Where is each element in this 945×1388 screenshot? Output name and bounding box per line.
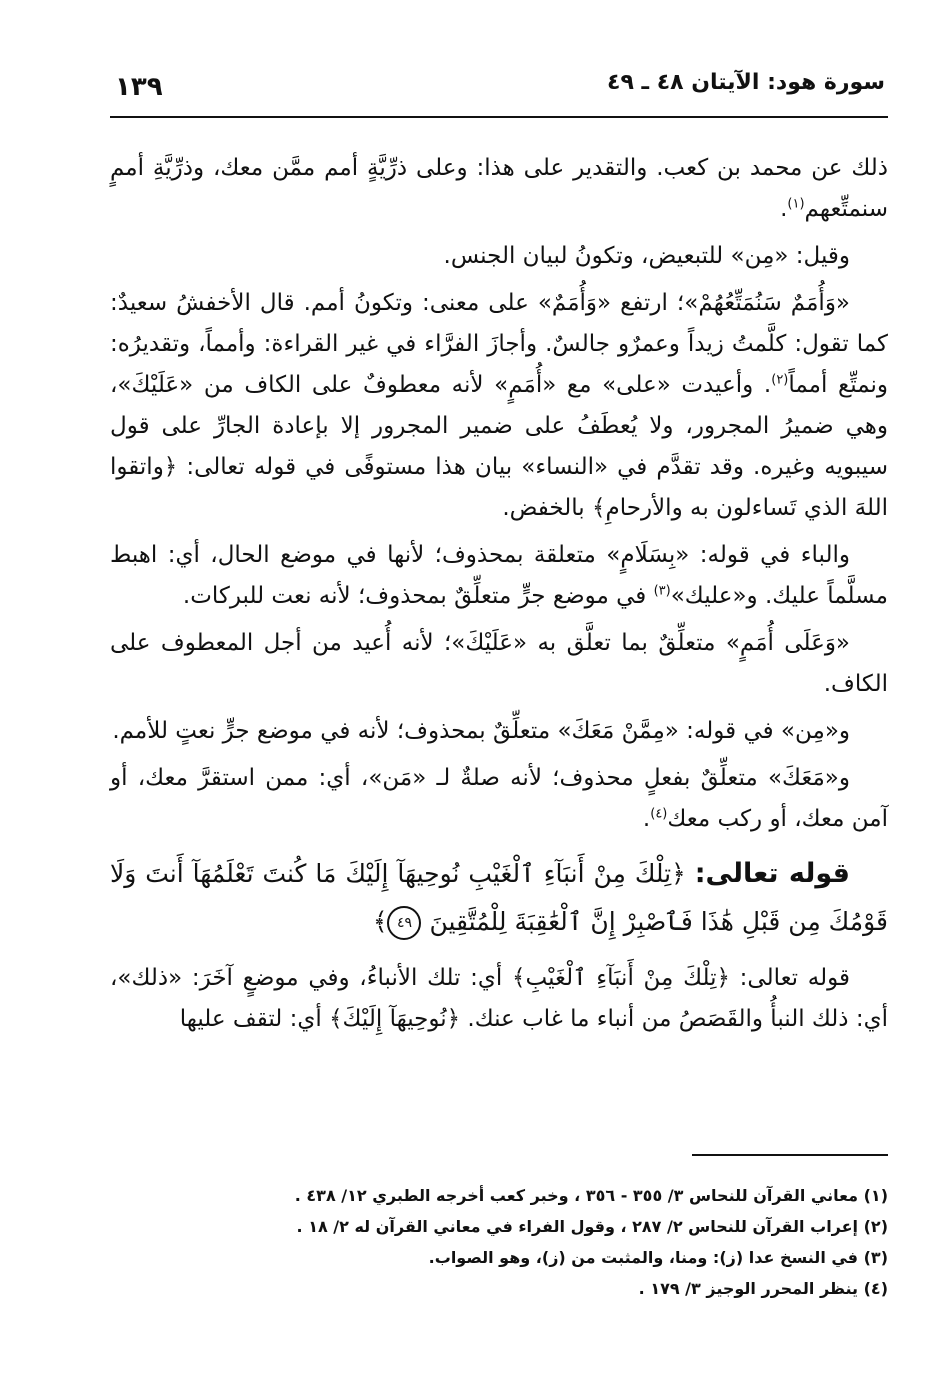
footnotes [110,1180,888,1304]
paragraph-text: . وأعيدت «على» مع «أُمَمٍ» لأنه معطوفٌ على الكاف من «عَلَيْكَ»، وهي ضميرُ المجرور، ولا يُعطَفُ على ضمير المجرور إلا بإعادة الجارِّ على قول سيبويه وغيره. وقد تقدَّم في «النساء» بيان هذا مستوفًى في قوله تعالى: ﴿واتقوا اللهَ الذي تَساءلون به والأرحامِ﴾ بالخفض. [110,372,888,521]
paragraph [110,283,888,529]
footnote: (١) معاني القرآن للنحاس ٣/ ٣٥٥ - ٣٥٦ ، وخبر كعب أخرجه الطبري ١٢/ ٤٣٨ . [294,1186,888,1205]
verse-heading: قوله تعالى: [694,858,850,889]
paragraph: و«مَعَكَ» متعلِّقٌ بفعلٍ محذوف؛ لأنه صلةٌ لـ «مَن»، أي: ممن استقرَّ معك، أو آمن معك، أو ركب معك$^{(٤)}$. [110,765,888,832]
footnote: (٢) إعراب القرآن للنحاس ٢/ ٢٨٧ ، وقول الفراء في معاني القرآن له ٢/ ١٨ . [296,1217,888,1236]
footnote-ref: (١) [787,196,805,212]
paragraph: وقيل: «مِن» للتبعيض، وتكونُ لبيان الجنس. [443,243,850,269]
main-text [110,148,888,1046]
paragraph-text: في موضع جرٍّ متعلِّقٌ بمحذوف؛ لأنه نعت للبركات. [182,583,654,609]
paragraph: «وَعَلَى أُمَمٍ» متعلِّقٌ بما تعلَّق به «عَلَيْكَ»؛ لأنه أُعيد من أجل المعطوف على الكاف. [110,630,888,697]
ayah-number-marker: ٤٩ [387,906,421,940]
footnote-divider [692,1154,888,1156]
header-divider [110,116,888,118]
paragraph [110,535,888,617]
page-number: ١٣٩ [115,72,163,102]
footnote: (٣) في النسخ عدا (ز): ومنا، والمثبت من (ز)، وهو الصواب. [428,1248,888,1267]
footnote-ref: (٤) [650,806,668,822]
footnote: (٤) ينظر المحرر الوجيز ٣/ ١٧٩ . [638,1279,888,1298]
quran-verse-block: قوله تعالى: ﴿تِلْكَ مِنْ أَنبَآءِ ٱلْغَيْبِ نُوحِيهَآ إِلَيْكَ مَا كُنتَ تَعْلَمُهَآ أَنتَ وَلَا قَوْمُكَ مِن قَبْلِ هَٰذَا فَٱصْبِرْ إِنَّ ٱلْعَٰقِبَةَ لِلْمُتَّقِينَ ٤٩﴾ [110,850,888,946]
footnote-ref: (٣) [653,583,671,599]
paragraph-text: «وَأُمَمٌ سَنُمَتِّعُهُمْ»؛ ارتفع «وَأُمَمٌ» على معنى: وتكونُ أمم. قال الأخفشُ سعيدٌ: كما تقول: كلَّمتُ زيداً وعمرٌو جالسٌ. وأجازَ الفرَّاء في غير القراءة: وأمماً، وتقديرُه: ونمتِّع أمماً [110,290,889,398]
paragraph: و«مِن» في قوله: «مِمَّنْ مَعَكَ» متعلِّقٌ بمحذوف؛ لأنه في موضع جرٍّ نعتٍ للأمم. [112,718,850,744]
footnote-ref: (٢) [771,372,789,388]
paragraph: ذلك عن محمد بن كعب. والتقدير على هذا: وعلى ذرِّيَّةٍ أمم ممَّن معك، وذرِّيَّةِ أممٍ سنمتِّعهم$^{(١)}$. [110,155,888,222]
paragraph-text: ذلك عن محمد بن كعب. والتقدير على هذا: وعلى ذرِّيَّةٍ أمم ممَّن معك، وذرِّيَّةِ أممٍ سنمتِّعهم [110,155,888,222]
chapter-title: سورة هود: الآيتان ٤٨ ـ ٤٩ [607,70,885,95]
paragraph-text: والباء في قوله: «بِسَلَامٍ» متعلقة بمحذوف؛ لأنها في موضع الحال، أي: اهبط مسلَّماً عليك. و«عليك» [110,542,888,609]
verse-text: ﴿تِلْكَ مِنْ أَنبَآءِ ٱلْغَيْبِ نُوحِيهَآ إِلَيْكَ مَا كُنتَ تَعْلَمُهَآ أَنتَ وَلَا قَوْمُكَ مِن قَبْلِ هَٰذَا فَٱصْبِرْ إِنَّ ٱلْعَٰقِبَةَ لِلْمُتَّقِينَ [110,859,888,936]
page-header [115,60,885,110]
paragraph: قوله تعالى: ﴿تِلْكَ مِنْ أَنبَآءِ ٱلْغَيْبِ﴾ أي: تلك الأنباءُ، وفي موضعٍ آخَرَ: «ذلك»، أي: ذلك النبأُ والقَصَصُ من أنباء ما غاب عنك. ﴿نُوحِيهَآ إِلَيْكَ﴾ أي: لتقف عليها [110,965,888,1032]
paragraph-text: و«مَعَكَ» متعلِّقٌ بفعلٍ محذوف؛ لأنه صلةٌ لـ «مَن»، أي: ممن استقرَّ معك، أو آمن معك، أو ركب معك [110,765,888,832]
